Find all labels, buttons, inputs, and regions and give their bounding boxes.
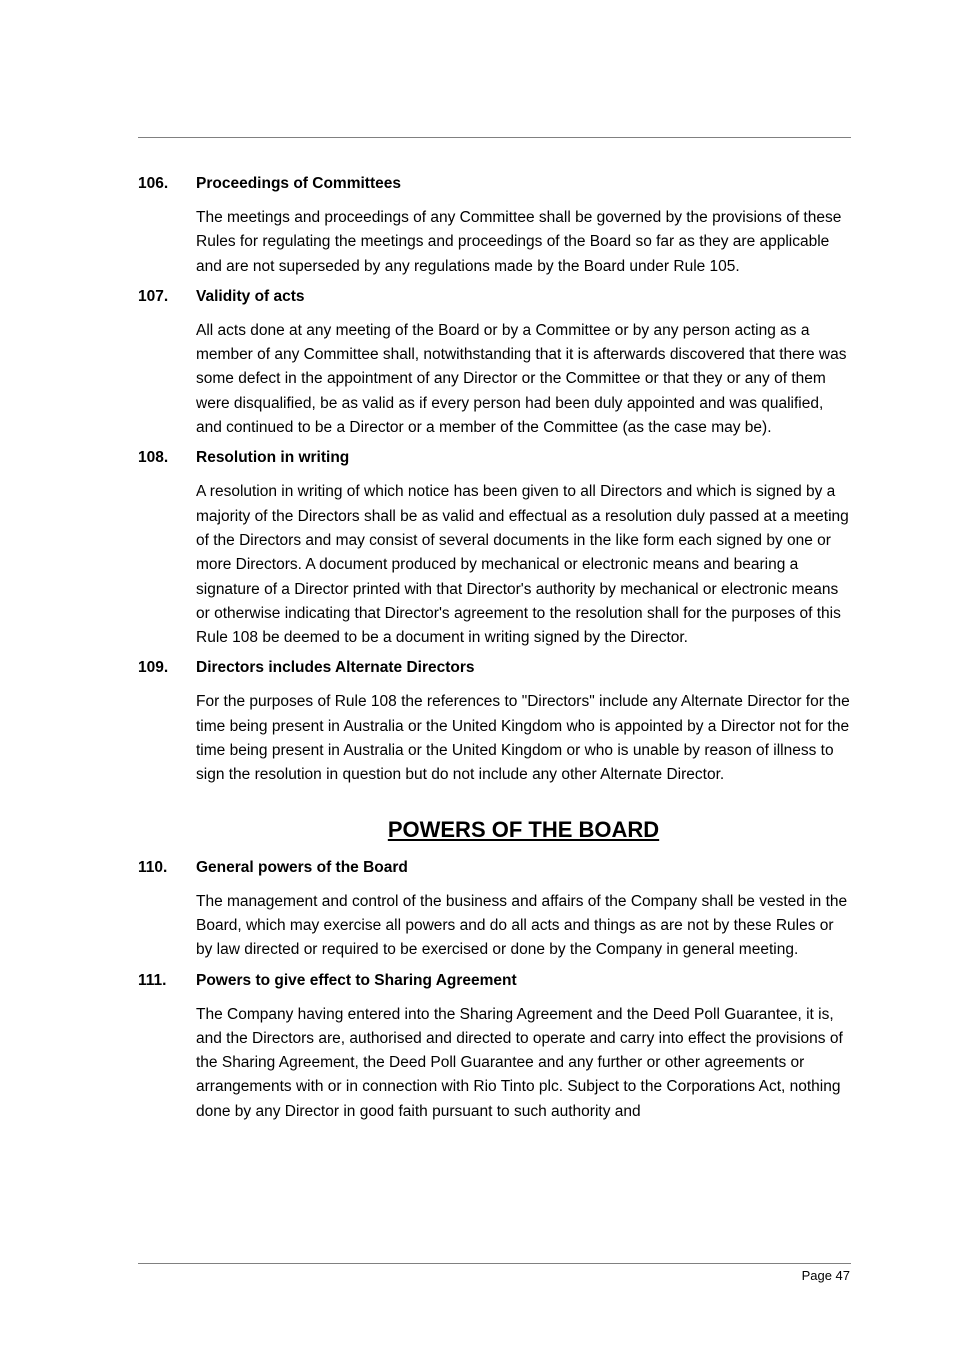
clause-110	[138, 858, 851, 963]
clause-107	[138, 287, 851, 440]
clause-title: Resolution in writing	[196, 449, 350, 467]
clause-number: 107.	[138, 287, 169, 305]
clause-body: The meetings and proceedings of any Committee shall be governed by the provisions of these Rules for regulating the meetings and proceedings of the Board so far as they are applicable and are not superseded by any regulations made by the Board under Rule 105.	[196, 209, 842, 275]
clause-109	[138, 658, 851, 787]
clause-body: All acts done at any meeting of the Board or by a Committee or by any person acting as a member of any Committee shall, notwithstanding that it is afterwards discovered that there was some defect in the appointment of any Director or the Committee or that they or any of them were disqualified, be as valid as if every person had been duly appointed and was qualified, and continued to be a Director or a member of the Committee (as the case may be).	[196, 321, 847, 437]
clause-title: Powers to give effect to Sharing Agreement	[196, 971, 517, 989]
clause-number: 111.	[138, 971, 167, 989]
clause-number: 108.	[138, 449, 169, 467]
clause-111	[138, 971, 851, 1124]
clause-heading	[138, 858, 851, 878]
clause-number: 110.	[138, 858, 168, 876]
clause-body: A resolution in writing of which notice has been given to all Directors and which is signed by a majority of the Directors shall be as valid and effectual as a resolution duly passed at a meeting of the Directors and may consist of several documents in the like form each signed by one or more Directors. A document produced by mechanical or electronic means and bearing a signature of a Director printed with that Director's authority by mechanical or electronic means or otherwise indicating that Director's agreement to the resolution shall for the purposes of this Rule 108 be deemed to be a document in writing signed by the Director.	[196, 483, 849, 647]
clause-106	[138, 174, 851, 279]
clause-body: The management and control of the business and affairs of the Company shall be vested in the Board, which may exercise all powers and do all acts and things as are not by these Rules or by law directed or required to be exercised or done by the Company in general meeting.	[196, 892, 848, 959]
clause-body: The Company having entered into the Sharing Agreement and the Deed Poll Guarantee, it is, and the Directors are, authorised and directed to operate and carry into effect the provisions of the Sharing Agreement, the Deed Poll Guarantee and any further or other agreements or arrangements with or in connection with Rio Tinto plc. Subject to the Corporations Act, nothing done by any Director in good faith pursuant to such authority and	[196, 1005, 843, 1120]
clause-title: General powers of the Board	[196, 858, 408, 876]
clause-heading	[138, 174, 851, 194]
page-number: Page 47	[801, 1268, 850, 1283]
clause-body: For the purposes of Rule 108 the references to "Directors" include any Alternate Director for the time being present in Australia or the United Kingdom who is appointed by a Director not for the time being present in Australia or the United Kingdom or who is unable by reason of illness to sign the resolution in question but do not include any other Alternate Director.	[196, 693, 850, 784]
clause-title: Proceedings of Committees	[196, 175, 401, 192]
section-heading: POWERS OF THE BOARD	[387, 816, 660, 842]
clause-number: 106.	[138, 175, 169, 192]
clause-heading	[138, 287, 851, 307]
clause-heading	[138, 448, 851, 468]
clause-title: Directors includes Alternate Directors	[196, 659, 475, 677]
clause-heading	[138, 658, 851, 678]
clause-heading	[138, 971, 851, 991]
page-content	[138, 174, 851, 1132]
footer-divider	[138, 1263, 851, 1264]
clause-number: 109.	[138, 659, 169, 677]
header-divider	[138, 137, 851, 138]
clause-title: Validity of acts	[196, 287, 305, 305]
clause-108	[138, 448, 851, 650]
